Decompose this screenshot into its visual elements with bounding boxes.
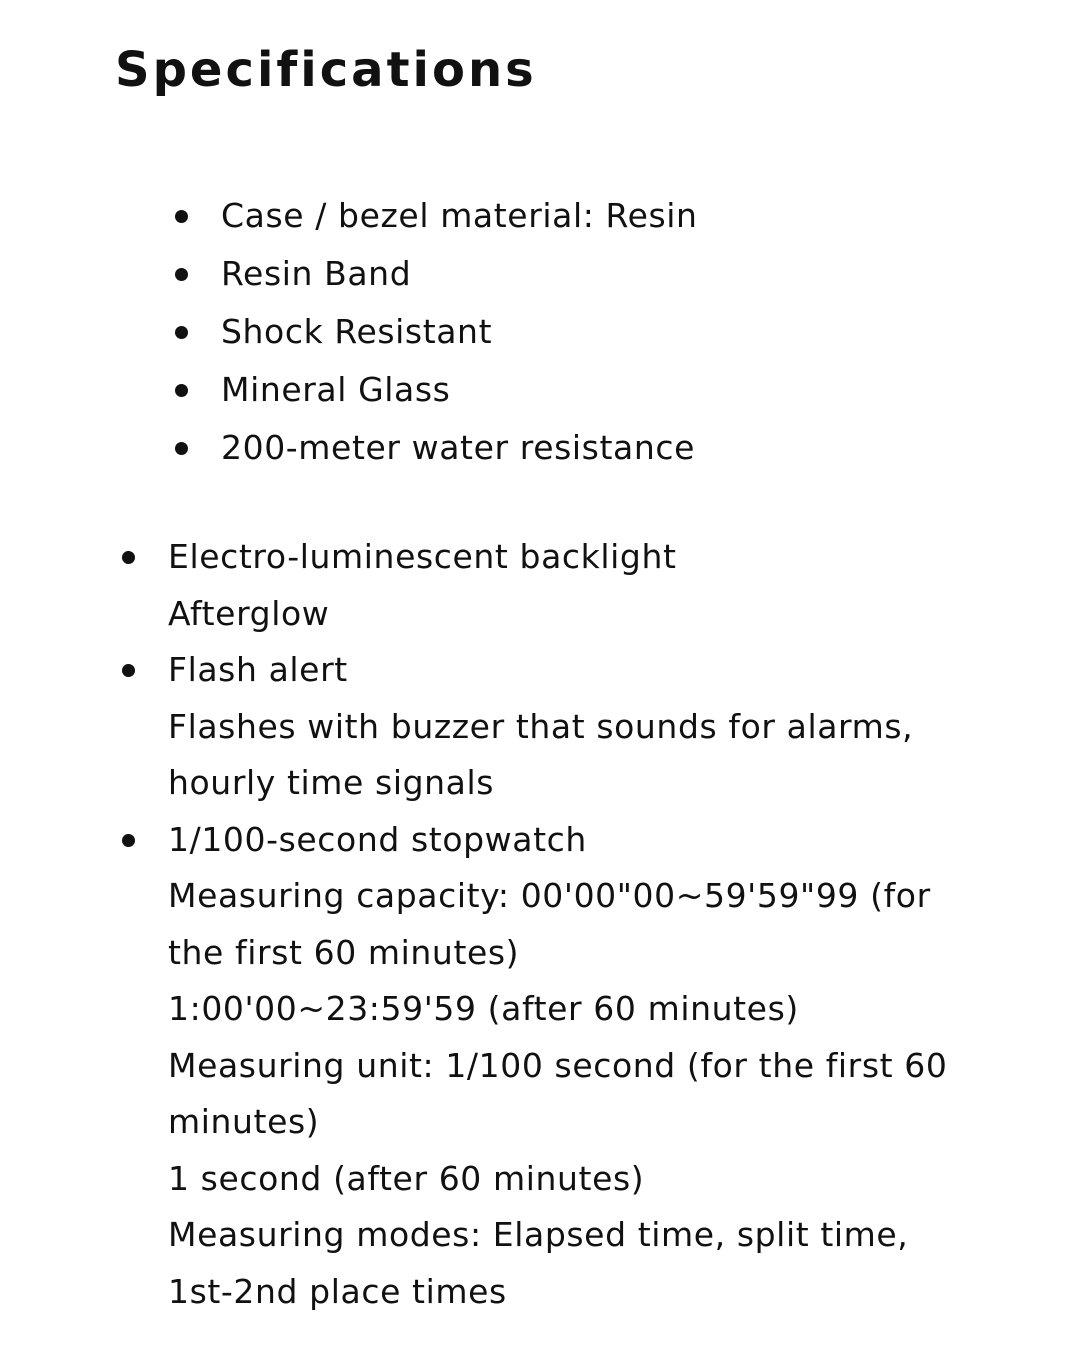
bullet-icon bbox=[122, 664, 135, 677]
feature-detail: 1:00'00~23:59'59 (after 60 minutes) bbox=[168, 989, 799, 1028]
bullet-icon bbox=[175, 384, 188, 397]
feature-detail: Measuring modes: Elapsed time, split time, bbox=[168, 1215, 909, 1254]
feature-detail: Measuring capacity: 00'00"00~59'59"99 (for bbox=[168, 876, 931, 915]
feature-heading: Electro-luminescent backlight bbox=[168, 537, 677, 576]
spec-item-water-resistance bbox=[175, 419, 698, 477]
feature-item-flash-alert bbox=[120, 642, 990, 812]
spec-item-case-material bbox=[175, 187, 698, 245]
bullet-icon bbox=[175, 442, 188, 455]
page-title: Specifications bbox=[115, 42, 537, 98]
spec-item-label: 200-meter water resistance bbox=[221, 428, 695, 467]
spec-item-label: Resin Band bbox=[221, 254, 412, 293]
feature-heading: 1/100-second stopwatch bbox=[168, 819, 587, 859]
feature-detail: Measuring unit: 1/100 second (for the first 60 bbox=[168, 1045, 948, 1085]
spec-item-shock bbox=[175, 303, 698, 361]
feature-item-stopwatch bbox=[120, 812, 990, 1321]
features-list bbox=[120, 529, 990, 1320]
bullet-icon bbox=[175, 326, 188, 339]
spec-item-label: Mineral Glass bbox=[221, 370, 451, 409]
feature-detail: Flashes with buzzer that sounds for alarms, bbox=[168, 706, 914, 746]
spec-item-glass bbox=[175, 361, 698, 419]
bullet-icon bbox=[175, 268, 188, 281]
spec-item-band bbox=[175, 245, 698, 303]
specs-list bbox=[175, 187, 698, 477]
bullet-icon bbox=[175, 210, 188, 223]
feature-detail: hourly time signals bbox=[168, 763, 495, 802]
bullet-icon bbox=[122, 834, 135, 847]
feature-detail: Afterglow bbox=[168, 593, 330, 633]
feature-detail: minutes) bbox=[168, 1102, 320, 1141]
feature-detail: the first 60 minutes) bbox=[168, 932, 520, 972]
spec-item-label: Shock Resistant bbox=[221, 312, 493, 351]
bullet-icon bbox=[122, 551, 135, 564]
feature-detail: 1st-2nd place times bbox=[168, 1271, 507, 1311]
spec-item-label: Case / bezel material: Resin bbox=[221, 196, 698, 235]
feature-item-backlight bbox=[120, 529, 990, 642]
feature-detail: 1 second (after 60 minutes) bbox=[168, 1158, 645, 1198]
feature-heading: Flash alert bbox=[168, 650, 348, 689]
